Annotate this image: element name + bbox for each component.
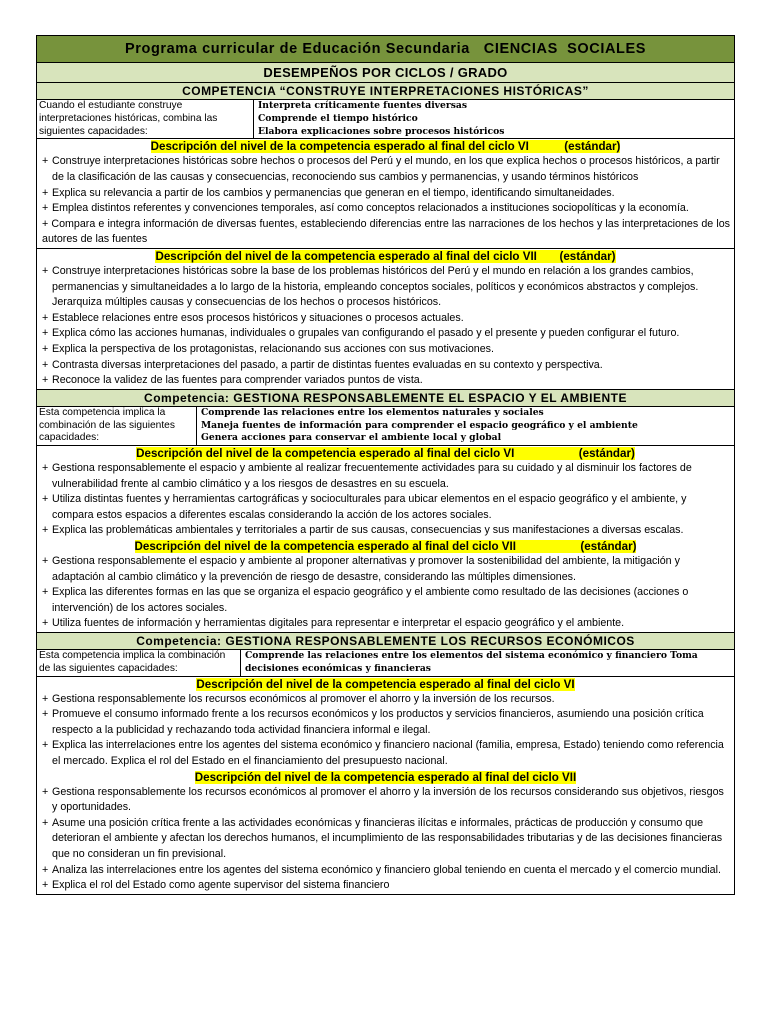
capacidad-item: Genera acciones para conservar el ambiente local y global bbox=[201, 432, 502, 444]
nivel-heading bbox=[37, 770, 734, 785]
desempeno-item: + Establece relaciones entre esos procesos históricos y situaciones o procesos actuales. bbox=[42, 311, 730, 327]
nivel-heading-label: Descripción del nivel de la competencia esperado al final del ciclo VI bbox=[196, 677, 575, 691]
capacidades-intro: Cuando el estudiante construye interpretaciones históricas, combina las siguientes capacidades: bbox=[37, 100, 254, 138]
curriculum-document bbox=[36, 35, 735, 895]
plus-bullet: + bbox=[42, 863, 49, 876]
competencia-heading: Competencia: GESTIONA RESPONSABLEMENTE EL ESPACIO Y EL AMBIENTE bbox=[37, 390, 734, 407]
nivel-heading-label: Descripción del nivel de la competencia esperado al final del ciclo VII (estándar) bbox=[155, 249, 616, 263]
desempeno-item: + Explica cómo las acciones humanas, individuales o grupales van configurando el pasado y el presente y pueden configurar el futuro. bbox=[42, 326, 730, 342]
plus-bullet: + bbox=[42, 202, 49, 215]
desempeno-item: + Explica su relevancia a partir de los cambios y permanencias que generan en el tiempo, identificando simultaneidades. bbox=[42, 186, 730, 202]
desempenos-list bbox=[37, 461, 734, 539]
plus-bullet: + bbox=[42, 555, 49, 568]
nivel-heading-label: Descripción del nivel de la competencia esperado al final del ciclo VII (estándar) bbox=[134, 540, 637, 554]
desempeno-item: + Construye interpretaciones históricas sobre la base de los problemas históricos del Perú y el mundo en relación a los grandes cambios, permanencias y simultaneidades a lo largo de la historia, empleando conceptos sociales, políticos y económicos abstractos y complejos. Jerarquiza múltiples causas y consecuencias de los hechos o procesos históricos. bbox=[42, 264, 699, 309]
competencia-heading: COMPETENCIA “CONSTRUYE INTERPRETACIONES HISTÓRICAS” bbox=[37, 83, 734, 100]
capacidades-intro: Esta competencia implica la combinación de las siguientes capacidades: bbox=[37, 407, 197, 445]
capacidades-row bbox=[37, 100, 734, 139]
plus-bullet: + bbox=[42, 374, 49, 387]
competencia-heading: Competencia: GESTIONA RESPONSABLEMENTE LOS RECURSOS ECONÓMICOS bbox=[37, 633, 734, 650]
capacidad-item: Comprende las relaciones entre los elementos del sistema económico y financiero Toma decisiones económicas y financieras bbox=[245, 650, 698, 674]
plus-bullet: + bbox=[42, 524, 49, 537]
capacidad-item: Interpreta críticamente fuentes diversas bbox=[258, 100, 468, 111]
desempeno-item: + Reconoce la validez de las fuentes para comprender variados puntos de vista. bbox=[42, 373, 730, 389]
nivel-section bbox=[37, 446, 734, 633]
desempenos-list bbox=[37, 154, 734, 248]
desempeno-item: + Gestiona responsablemente los recursos económicos al promover el ahorro y la inversión de los recursos. bbox=[42, 692, 730, 708]
plus-bullet: + bbox=[42, 358, 49, 371]
desempeno-item: + Utiliza fuentes de información y herramientas digitales para representar e interpretar el espacio geográfico y el ambiente. bbox=[42, 616, 730, 632]
capacidades-list bbox=[241, 650, 734, 676]
plus-bullet: + bbox=[42, 708, 49, 721]
nivel-heading bbox=[37, 446, 734, 461]
desempeno-item: + Construye interpretaciones históricas sobre hechos o procesos del Perú y el mundo, en los que explica hechos o procesos históricos, a partir de la clasificación de las causas y consecuencias, reconociendo sus cambios y permanencias, y usando términos históricos bbox=[42, 155, 720, 183]
nivel-section bbox=[37, 249, 734, 390]
capacidad-item: Comprende las relaciones entre los elementos naturales y sociales bbox=[201, 406, 544, 418]
capacidad-item: Elabora explicaciones sobre procesos históricos bbox=[258, 125, 505, 137]
desempeno-item: + Contrasta diversas interpretaciones del pasado, a partir de distintas fuentes evaluadas en su contexto y perspectiva. bbox=[42, 358, 730, 374]
plus-bullet: + bbox=[42, 692, 49, 705]
desempeno-item: + Compara e integra información de diversas fuentes, estableciendo diferencias entre las narraciones de los hechos y las interpretaciones de los autores de las fuentes bbox=[42, 217, 730, 246]
desempeno-item: + Explica el rol del Estado como agente supervisor del sistema financiero bbox=[42, 878, 730, 894]
desempeno-item: + Gestiona responsablemente el espacio y ambiente al proponer alternativas y promover la sostenibilidad del ambiente, la mitigación y adaptación al cambio climático y la prevención de riesgo de desastre, considerando las múltiples dimensiones. bbox=[42, 555, 680, 583]
plus-bullet: + bbox=[42, 155, 49, 168]
plus-bullet: + bbox=[42, 264, 49, 277]
desempenos-list bbox=[37, 554, 734, 632]
plus-bullet: + bbox=[42, 586, 49, 599]
capacidad-item: Maneja fuentes de información para comprender el espacio geográfico y el ambiente bbox=[201, 419, 638, 431]
desempeno-item: + Gestiona responsablemente el espacio y ambiente al realizar frecuentemente actividades para su cuidado y al disminuir los factores de vulnerabilidad frente al cambio climático y a los riesgos de desastres en su escuela. bbox=[42, 462, 692, 490]
desempeno-item: + Explica las diferentes formas en las que se organiza el espacio geográfico y el ambiente como resultado de las decisiones (acciones o intervención) de los actores sociales. bbox=[42, 586, 689, 614]
plus-bullet: + bbox=[42, 879, 49, 892]
desempeno-item: + Explica las problemáticas ambientales y territoriales a partir de sus causas, consecuencias y sus manifestaciones a diversas escalas. bbox=[42, 523, 730, 539]
nivel-heading bbox=[37, 139, 734, 154]
nivel-section bbox=[37, 677, 734, 894]
capacidades-intro: Esta competencia implica la combinación de las siguientes capacidades: bbox=[37, 650, 241, 676]
desempeno-item: + Emplea distintos referentes y convenciones temporales, así como conceptos relacionados a instituciones sociopolíticas y la economía. bbox=[42, 201, 730, 217]
desempeno-item: + Promueve el consumo informado frente a los recursos económicos y los productos y servicios financieros, asumiendo una posición crítica respecto a la publicidad y rechazando toda actividad financiera informal e ilegal. bbox=[42, 708, 704, 736]
plus-bullet: + bbox=[42, 617, 49, 630]
plus-bullet: + bbox=[42, 739, 49, 752]
plus-bullet: + bbox=[42, 816, 49, 829]
capacidades-list bbox=[254, 100, 734, 138]
desempeno-item: + Explica la perspectiva de los protagonistas, relacionando sus acciones con sus motivaciones. bbox=[42, 342, 730, 358]
desempeno-item: + Utiliza distintas fuentes y herramientas cartográficas y socioculturales para ubicar elementos en el espacio geográfico y el ambiente, y compara estos espacios a diferentes escalas considerando la acción de los actores sociales. bbox=[42, 493, 687, 521]
nivel-heading bbox=[37, 249, 734, 264]
desempenos-list bbox=[37, 785, 734, 894]
plus-bullet: + bbox=[42, 186, 49, 199]
nivel-section bbox=[37, 139, 734, 249]
capacidades-row bbox=[37, 407, 734, 446]
desempenos-list bbox=[37, 264, 734, 389]
plus-bullet: + bbox=[42, 217, 49, 230]
nivel-heading-label: Descripción del nivel de la competencia esperado al final del ciclo VII bbox=[194, 770, 577, 784]
document-title: Programa curricular de Educación Secundaria CIENCIAS SOCIALES bbox=[37, 36, 734, 63]
nivel-heading bbox=[37, 677, 734, 692]
plus-bullet: + bbox=[42, 462, 49, 475]
capacidades-list bbox=[197, 407, 734, 445]
nivel-heading-label: Descripción del nivel de la competencia esperado al final del ciclo VI (estándar) bbox=[136, 447, 635, 461]
desempeno-item: + Analiza las interrelaciones entre los agentes del sistema económico y financiero global teniendo en cuenta el mercado y el comercio mundial. bbox=[42, 863, 730, 879]
capacidad-item: Comprende el tiempo histórico bbox=[258, 112, 418, 124]
capacidades-row bbox=[37, 650, 734, 677]
desempeno-item: + Asume una posición crítica frente a las actividades económicas y financieras ilícitas e informales, prácticas de producción y consumo que deterioran el ambiente y afectan los derechos humanos, el incumplimiento de las responsabilidades tributarias y de las decisiones financieras que no consideran un fin previsional. bbox=[42, 816, 723, 860]
plus-bullet: + bbox=[42, 493, 49, 506]
plus-bullet: + bbox=[42, 327, 49, 340]
nivel-heading bbox=[37, 539, 734, 554]
plus-bullet: + bbox=[42, 342, 49, 355]
desempeno-item: + Explica las interrelaciones entre los agentes del sistema económico y financiero nacional (familia, empresa, Estado) teniendo como referencia el mercado. Explica el rol del Estado en el financiamiento del presupuesto nacional. bbox=[42, 739, 724, 767]
nivel-heading-label: Descripción del nivel de la competencia esperado al final del ciclo VI (estándar) bbox=[150, 140, 621, 154]
plus-bullet: + bbox=[42, 311, 49, 324]
document-subtitle: DESEMPEÑOS POR CICLOS / GRADO bbox=[37, 63, 734, 83]
plus-bullet: + bbox=[42, 785, 49, 798]
desempeno-item: + Gestiona responsablemente los recursos económicos al promover el ahorro y la inversión de los recursos considerando sus objetivos, riesgos y oportunidades. bbox=[42, 785, 724, 814]
desempenos-list bbox=[37, 692, 734, 770]
